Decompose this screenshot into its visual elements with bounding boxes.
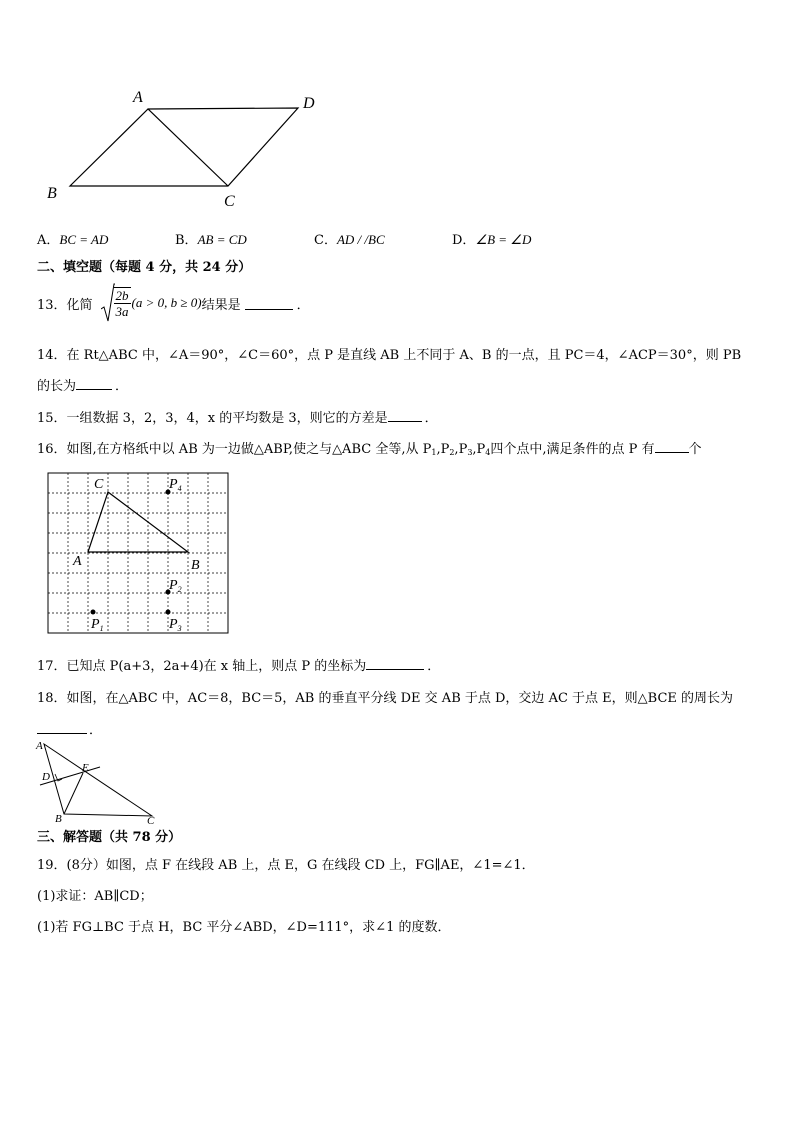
tri-label-c: C xyxy=(147,815,155,826)
q13-condition: (a > 0, b ≥ 0) xyxy=(131,295,202,310)
vertex-label-b: B xyxy=(47,185,57,202)
question-13 xyxy=(37,283,310,323)
vertex-label-c: C xyxy=(224,193,235,210)
q17-text: 17．已知点 P(a+3，2a+4)在 x 轴上，则点 P 的坐标为 xyxy=(37,659,367,674)
section2-title: 二、填空题（每题 4 分，共 24 分） xyxy=(37,260,252,275)
question-15 xyxy=(37,407,438,426)
option-b-text: AB = CD xyxy=(197,232,247,247)
q13-numerator: 2b xyxy=(115,288,129,303)
option-b-label: B． xyxy=(175,233,198,248)
q16-text-b: 四个点中,满足条件的点 P 有 xyxy=(490,442,655,457)
question-16: 16．如图,在方格纸中以 AB 为一边做△ABP,使之与△ABC 全等,从 $P_1,P_2,P_3,P_4$四个点中,满足条件的点 P 有 个 xyxy=(37,442,702,457)
q13-denominator: 3a xyxy=(115,304,129,319)
label-p3: $P_3$ xyxy=(169,617,182,633)
label-p4: $P_4$ xyxy=(169,477,182,493)
option-c-text: AD / /BC xyxy=(336,232,385,247)
triangle-figure xyxy=(34,738,164,826)
q13-prefix: 13．化简 xyxy=(37,297,93,313)
vertex-label-a: A xyxy=(133,89,143,106)
q16-answer-blank[interactable] xyxy=(655,440,689,453)
q13-suffix: 结果是 xyxy=(201,297,241,313)
option-a-text: BC = AD xyxy=(59,232,109,247)
vertex-label-d: D xyxy=(303,95,315,112)
label-p1: $P_1$ xyxy=(91,617,104,633)
tri-label-d: D xyxy=(42,771,50,783)
q14-prefix: 的长为 xyxy=(37,379,77,394)
label-b: B xyxy=(191,558,200,573)
tri-label-b: B xyxy=(55,813,62,825)
q16-p2: P xyxy=(440,442,450,457)
q18-answer-blank[interactable] xyxy=(37,721,87,734)
question-18-line1: 18．如图，在△ABC 中，AC＝8，BC＝5，AB 的垂直平分线 DE 交 AB 于点 D，交边 AC 于点 E，则△BCE 的周长为 xyxy=(37,691,734,706)
q16-end: 个 xyxy=(688,442,702,457)
option-c-label: C． xyxy=(314,233,337,248)
segment-be xyxy=(64,773,83,814)
option-d-text: ∠B = ∠D xyxy=(475,232,532,247)
q15-end: ． xyxy=(424,411,438,426)
q13-fraction xyxy=(114,287,131,319)
question-19-part1: (1)求证：AB∥CD； xyxy=(37,889,153,904)
radical xyxy=(101,283,202,323)
option-a-label: A． xyxy=(37,233,60,248)
q16-sub-4: 4 xyxy=(485,448,491,457)
parallelogram-outline xyxy=(70,108,298,186)
q16-p3: P xyxy=(458,442,468,457)
question-19-intro: 19．(8分）如图，点 F 在线段 AB 上，点 E，G 在线段 CD 上，FG∥AE，∠1=∠1． xyxy=(37,858,535,873)
q18-end: ． xyxy=(89,723,103,738)
question-19-part2: (1)若 FG⊥BC 于点 H，BC 平分∠ABD，∠D=111°，求∠1 的度数． xyxy=(37,920,451,935)
q13-answer-blank[interactable] xyxy=(245,297,293,310)
q17-end: ． xyxy=(427,659,441,674)
question-17 xyxy=(37,655,440,674)
option-d xyxy=(452,229,531,248)
radical-sign-icon xyxy=(101,283,115,323)
q16-sub-1: 1 xyxy=(431,448,437,457)
question-14-line2 xyxy=(37,375,128,394)
label-c: C xyxy=(94,477,104,492)
q13-end: ． xyxy=(296,297,310,313)
grid-lines xyxy=(48,473,228,633)
label-a: A xyxy=(73,554,82,569)
section3-title: 三、解答题（共 78 分） xyxy=(37,830,182,845)
q15-answer-blank[interactable] xyxy=(388,409,422,422)
q14-end: ． xyxy=(115,379,129,394)
label-p2: $P_2$ xyxy=(169,578,182,594)
question-14-line1: 14．在 Rt△ABC 中，∠A＝90°，∠C＝60°，点 P 是直线 AB 上不同于 A、B 的一点，且 PC＝4，∠ACP＝30°，则 PB xyxy=(37,348,742,363)
q14-answer-blank[interactable] xyxy=(76,377,112,390)
tri-label-e: E xyxy=(82,762,89,774)
q16-sub-3: 3 xyxy=(467,448,473,457)
triangle-abc xyxy=(88,492,188,552)
q16-text-a: 16．如图,在方格纸中以 AB 为一边做△ABP,使之与△ABC 全等,从 P xyxy=(37,442,432,457)
q16-p4: P xyxy=(476,442,486,457)
q16-sub-2: 2 xyxy=(449,448,455,457)
q15-text: 15．一组数据 3，2，3，4，x 的平均数是 3，则它的方差是 xyxy=(37,411,388,426)
q17-answer-blank[interactable] xyxy=(366,657,424,670)
question-18-line2 xyxy=(37,719,102,738)
parallelogram-figure xyxy=(40,85,330,215)
option-b xyxy=(175,229,247,248)
grid-figure xyxy=(46,471,232,637)
option-c xyxy=(314,229,385,248)
q12-options xyxy=(37,229,108,248)
point-p1 xyxy=(91,610,96,615)
option-d-label: D． xyxy=(452,233,476,248)
tri-label-a: A xyxy=(36,740,43,752)
point-p3 xyxy=(166,610,171,615)
